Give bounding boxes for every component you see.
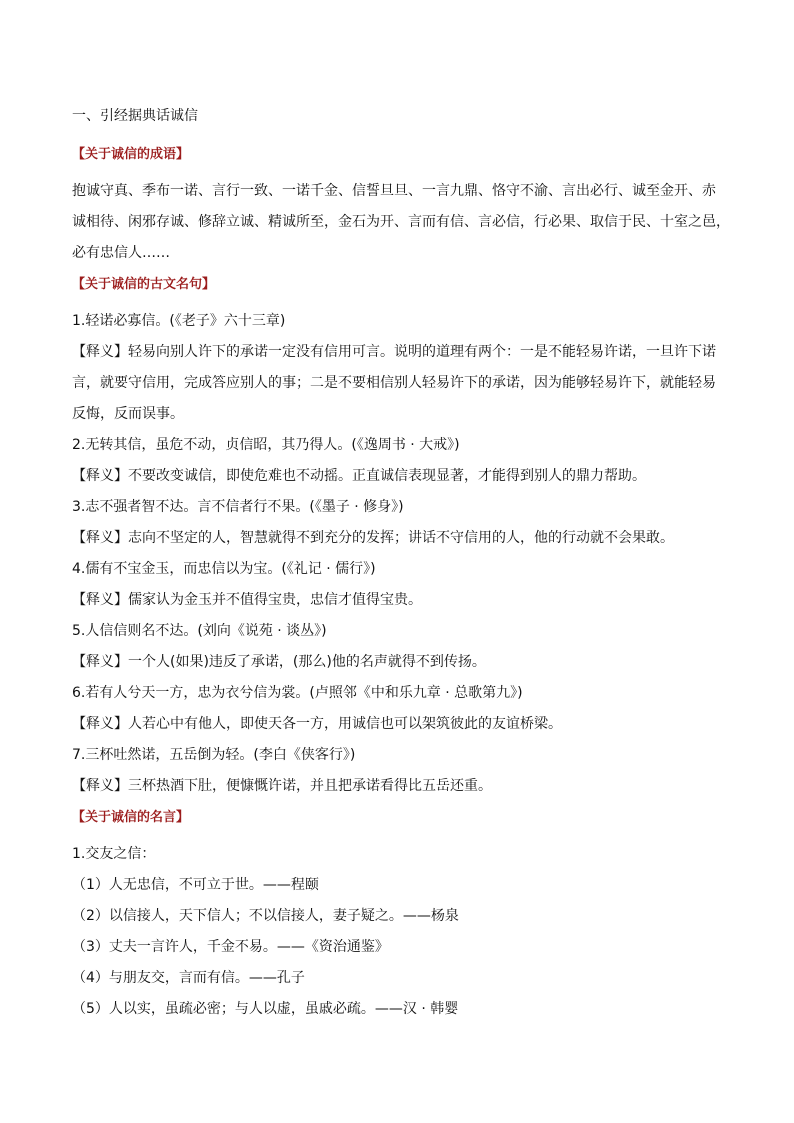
classic-explain: 【释义】人若心中有他人，即使天各一方，用诚信也可以架筑彼此的友谊桥梁。 xyxy=(72,716,562,732)
classic-explain: 反悔，反而误事。 xyxy=(72,406,184,422)
classic-explain: 【释义】一个人(如果)违反了承诺，(那么)他的名声就得不到传扬。 xyxy=(72,654,486,670)
classic-item xyxy=(72,740,732,802)
classic-item xyxy=(72,554,732,616)
classic-item xyxy=(72,616,732,678)
page-title: 一、引经据典话诚信 xyxy=(72,108,198,124)
idioms-line: 必有忠信人…… xyxy=(72,245,170,261)
classic-explain: 【释义】儒家认为金玉并不值得宝贵，忠信才值得宝贵。 xyxy=(72,592,422,608)
saying-item: （5）人以实，虽疏必密；与人以虚，虽戚必疏。——汉 · 韩婴 xyxy=(72,1001,459,1017)
classic-quote: 1.轻诺必寡信。(《老子》六十三章) xyxy=(72,313,286,329)
classic-item xyxy=(72,306,732,430)
classic-quote: 4.儒有不宝金玉，而忠信以为宝。(《礼记 · 儒行》) xyxy=(72,561,376,577)
classic-explain: 【释义】三杯热酒下肚，便慷慨许诺，并且把承诺看得比五岳还重。 xyxy=(72,778,492,794)
classic-explain: 【释义】志向不坚定的人，智慧就得不到充分的发挥；讲话不守信用的人，他的行动就不会果敢。 xyxy=(72,530,674,546)
idioms-line: 抱诚守真、季布一诺、言行一致、一诺千金、信誓旦旦、一言九鼎、恪守不渝、言出必行、诚至金开、赤 xyxy=(72,183,716,199)
saying-item: （1）人无忠信，不可立于世。——程颐 xyxy=(72,877,319,893)
section-heading-idioms: 【关于诚信的成语】 xyxy=(72,147,190,162)
idioms-paragraph xyxy=(72,176,732,269)
classic-quote: 2.无转其信，虽危不动，贞信昭，其乃得人。(《逸周书 · 大戒》) xyxy=(72,437,460,453)
classic-item xyxy=(72,678,732,740)
classic-item xyxy=(72,492,732,554)
classic-quote: 7.三杯吐然诺，五岳倒为轻。(李白《侠客行》) xyxy=(72,747,356,763)
document-content xyxy=(72,106,732,1025)
saying-item: （4）与朋友交，言而有信。——孔子 xyxy=(72,970,305,986)
classic-explain: 【释义】不要改变诚信，即使危难也不动摇。正直诚信表现显著，才能得到别人的鼎力帮助。 xyxy=(72,468,646,484)
section-heading-classics: 【关于诚信的古文名句】 xyxy=(72,277,216,292)
saying-item: （3）丈夫一言许人，千金不易。——《资治通鉴》 xyxy=(72,939,389,955)
classic-explain: 【释义】轻易向别人许下的承诺一定没有信用可言。说明的道理有两个：一是不能轻易许诺，一旦许下诺 xyxy=(72,344,716,360)
classic-explain: 言，就要守信用，完成答应别人的事；二是不要相信别人轻易许下的承诺，因为能够轻易许下，就能轻易 xyxy=(72,375,716,391)
sayings-subtitle: 1.交友之信： xyxy=(72,846,156,862)
saying-item: （2）以信接人，天下信人；不以信接人，妻子疑之。——杨泉 xyxy=(72,908,459,924)
classic-quote: 5.人信信则名不达。(刘向《说苑 · 谈丛》) xyxy=(72,623,327,639)
classic-item xyxy=(72,430,732,492)
idioms-line: 诚相待、闲邪存诚、修辞立诚、精诚所至，金石为开、言而有信、言必信，行必果、取信于民、十室之邑， xyxy=(72,214,730,230)
classic-quote: 3.志不强者智不达。言不信者行不果。(《墨子 · 修身》) xyxy=(72,499,404,515)
classic-quote: 6.若有人兮天一方，忠为衣兮信为裳。(卢照邻《中和乐九章 · 总歌第九》) xyxy=(72,685,523,701)
section-heading-sayings: 【关于诚信的名言】 xyxy=(72,810,190,825)
